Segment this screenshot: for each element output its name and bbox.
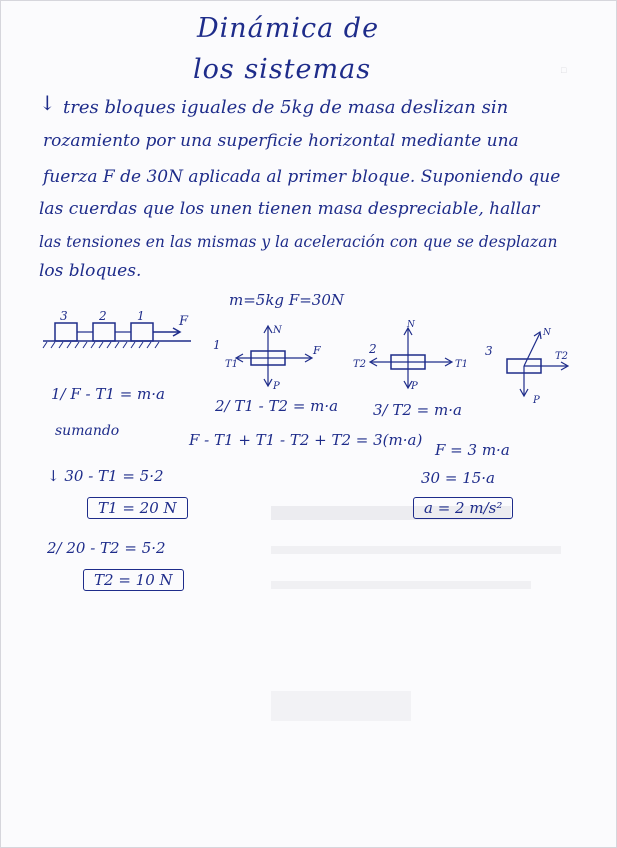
force-label: F (179, 314, 189, 329)
force-equation: F = 3 m·a (435, 441, 510, 459)
equation-2: 2/ T1 - T2 = m·a (215, 397, 339, 415)
equation-3: 3/ T2 = m·a (373, 401, 462, 419)
fbd-label-down: P (273, 381, 280, 392)
problem-line: los bloques. (39, 261, 142, 281)
fbd-label-up: N (543, 328, 551, 338)
fbd-number: 1 (213, 338, 221, 352)
tension-1-result: T1 = 20 N (87, 497, 188, 519)
acceleration-result: a = 2 m/s² (413, 497, 513, 519)
step-2-equation: 2/ 20 - T2 = 5·2 (47, 539, 166, 557)
problem-line: las cuerdas que los unen tienen masa despreciable, hallar (39, 199, 540, 219)
problem-line: las tensiones en las mismas y la aceleración con que se desplazan (39, 233, 558, 251)
page-title-line-2: los sistemas (193, 54, 372, 85)
problem-line: tres bloques iguales de 5kg de masa deslizan sin (63, 97, 509, 118)
block-2 (93, 323, 115, 341)
sum-label: sumando (55, 423, 120, 439)
show-through-text (271, 691, 411, 721)
free-body-diagram-3 (483, 323, 583, 405)
fbd-label-left: T2 (353, 359, 367, 370)
show-through-text: □ (561, 65, 567, 75)
fbd-number: 2 (369, 342, 377, 356)
show-through-text (271, 546, 561, 554)
free-body-diagram-2 (351, 321, 471, 393)
block-3 (55, 323, 77, 341)
fbd-label-right: F (313, 344, 321, 357)
fbd-label-up: N (407, 320, 415, 330)
block-1 (131, 323, 153, 341)
block-label: 2 (99, 309, 107, 323)
block-label: 1 (137, 309, 145, 323)
page-title-line-1: Dinámica de (197, 13, 380, 44)
block-label: 3 (60, 309, 68, 323)
givens: m=5kg F=30N (229, 291, 344, 309)
fbd-label-right: T2 (555, 351, 569, 362)
numeric-equation: 30 = 15·a (421, 469, 495, 487)
equation-1: 1/ F - T1 = m·a (51, 385, 165, 403)
fbd-number: 3 (485, 344, 493, 358)
fbd-label-right: T1 (455, 359, 469, 370)
step-1-equation: ↓ 30 - T1 = 5·2 (47, 467, 164, 485)
sum-equation: F - T1 + T1 - T2 + T2 = 3(m·a) (189, 431, 423, 449)
fbd-label-left: T1 (225, 359, 239, 370)
free-body-diagram-1 (211, 321, 321, 393)
blocks-diagram (41, 307, 201, 353)
problem-line: rozamiento por una superficie horizontal mediante una (43, 131, 519, 151)
show-through-text (271, 581, 531, 589)
fbd-label-down: P (533, 395, 540, 406)
fbd-label-down: P (411, 381, 418, 392)
fbd-label-up: N (273, 325, 282, 336)
problem-bullet: ↓ (39, 91, 56, 115)
problem-line: fuerza F de 30N aplicada al primer bloque. Suponiendo que (43, 167, 561, 187)
tension-2-result: T2 = 10 N (83, 569, 184, 591)
